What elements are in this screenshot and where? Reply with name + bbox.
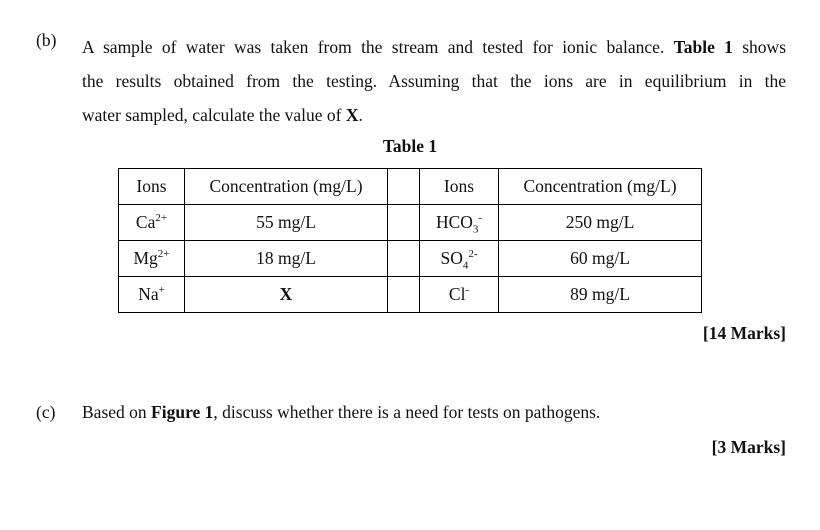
- part-c-label: (c): [36, 402, 56, 422]
- ion-cell: $SO_4^{2-}$: [420, 241, 499, 277]
- spacer-cell: [388, 205, 420, 241]
- part-b-line-2: the results obtained from the testing. Assuming that the ions are in equilibrium in the: [82, 71, 786, 91]
- ion-cell: Na+: [119, 277, 185, 313]
- part-c-marks: [3 Marks]: [711, 437, 786, 457]
- concentration-cell: 55 mg/L: [185, 205, 388, 241]
- part-b-line-1-end: shows: [742, 37, 787, 57]
- x-variable-bold: X: [345, 105, 359, 125]
- table-header-row: [119, 169, 702, 205]
- table-row: [119, 205, 702, 241]
- part-b-question: [82, 30, 786, 132]
- part-c-question: [82, 395, 786, 429]
- ion-concentration-table: [118, 168, 702, 313]
- table-caption: Table 1: [382, 136, 438, 156]
- spacer-cell: [388, 277, 420, 313]
- ion-cell: Cl-: [420, 277, 499, 313]
- header-concentration-right: Concentration (mg/L): [499, 169, 702, 205]
- ion-cell: $Ca^{2+}$: [119, 205, 185, 241]
- concentration-cell: 89 mg/L: [499, 277, 702, 313]
- header-ions-left: Ions: [119, 169, 185, 205]
- table-row: [119, 241, 702, 277]
- spacer-cell: [388, 169, 420, 205]
- part-b-line-1-text: A sample of water was taken from the stream and tested for ionic balance.: [82, 37, 665, 57]
- table-ref-bold: Table 1: [673, 37, 733, 57]
- part-b-line-3-period: .: [358, 105, 363, 125]
- table-row: [119, 277, 702, 313]
- concentration-cell: 18 mg/L: [185, 241, 388, 277]
- concentration-cell: 60 mg/L: [499, 241, 702, 277]
- part-c-text: Based on: [82, 402, 147, 422]
- part-c-text-end: , discuss whether there is a need for tests on pathogens.: [213, 402, 601, 422]
- concentration-cell-unknown: X: [185, 277, 388, 313]
- part-b-label: (b): [36, 30, 57, 50]
- part-b-line-1: [82, 30, 786, 64]
- header-concentration-left: Concentration (mg/L): [185, 169, 388, 205]
- header-ions-right: Ions: [420, 169, 499, 205]
- ion-cell: $Mg^{2+}$: [119, 241, 185, 277]
- spacer-cell: [388, 241, 420, 277]
- part-b-marks: [14 Marks]: [702, 323, 786, 343]
- figure-ref-bold: Figure 1: [151, 402, 214, 422]
- part-b-line-3: [82, 98, 786, 132]
- ion-cell: $HCO_3^-$: [420, 205, 499, 241]
- concentration-cell: 250 mg/L: [499, 205, 702, 241]
- part-b-line-3-text: water sampled, calculate the value of: [82, 105, 342, 125]
